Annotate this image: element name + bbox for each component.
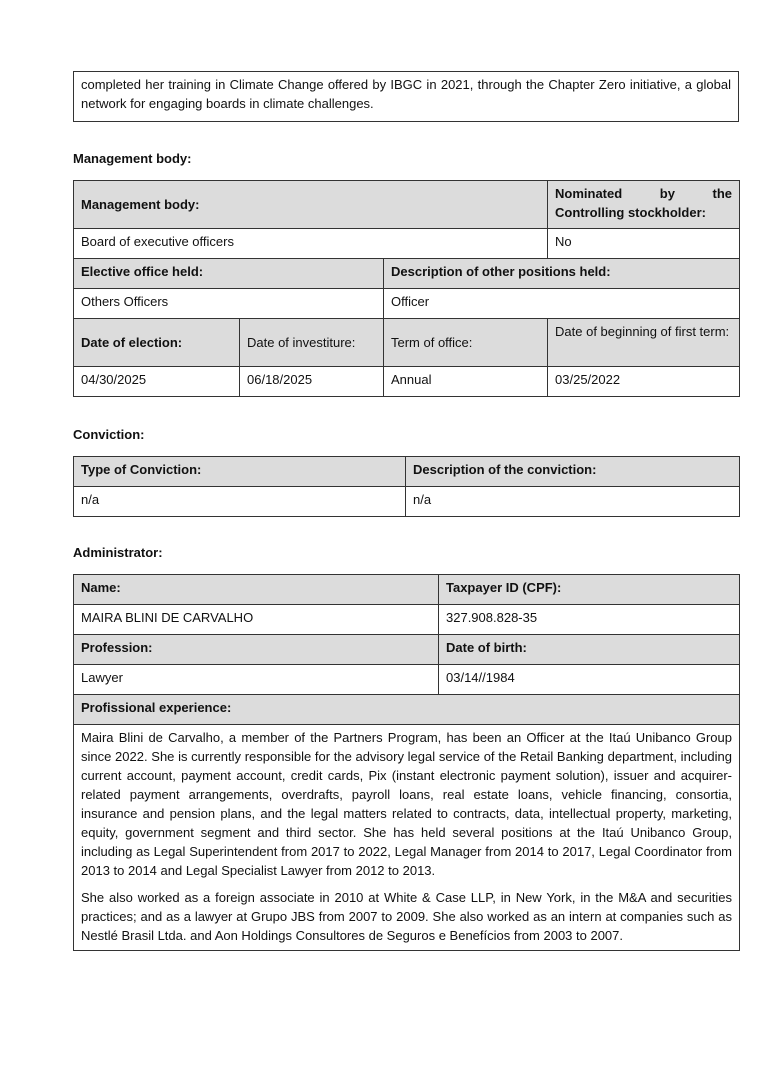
conviction-table: [73, 456, 739, 517]
date-of-investiture-value: 06/18/2025: [240, 367, 384, 397]
name-header: Name:: [74, 575, 439, 605]
administrator-table: [73, 574, 739, 951]
administrator-section-title: Administrator:: [73, 545, 163, 560]
experience-paragraph-1: Maira Blini de Carvalho, a member of the Partners Program, has been an Officer at the Itaú Unibanco Group since 2022. She is currently responsible for the advisory legal service of the Retail Banking department, including current account, payment account, credit cards, Pix (instant electronic payment solution), issuer and acquirer-related payment arrangements, overdrafts, payroll loans, real estate loans, vehicle financing, consortia, insurance and pension plans, and the legal matters related to contracts, data, intellectual property, marketing, equity, government segment and third sector. She has held several positions at the Itaú Unibanco Group, including as Legal Superintendent from 2017 to 2022, Legal Manager from 2014 to 2017, Legal Coordinator from 2013 to 2014 and Legal Specialist Lawyer from 2012 to 2013.: [81, 730, 732, 878]
conviction-description-header: Description of the conviction:: [406, 457, 740, 487]
other-positions-header: Description of other positions held:: [384, 259, 740, 289]
term-of-office-value: Annual: [384, 367, 548, 397]
conviction-type-header: Type of Conviction:: [74, 457, 406, 487]
management-body-header: Management body:: [74, 181, 548, 229]
conviction-type-value: n/a: [74, 487, 406, 517]
management-table: [73, 180, 739, 397]
nominated-value: No: [548, 229, 740, 259]
elective-office-value: Others Officers: [74, 289, 384, 319]
experience-paragraph-2: She also worked as a foreign associate in 2010 at White & Case LLP, in New York, in the M&A and securities practices; and as a lawyer at Grupo JBS from 2007 to 2009. She also worked as an intern at companies such as Nestlé Brasil Ltda. and Aon Holdings Consultores de Seguros e Benefícios from 2003 to 2007.: [81, 890, 732, 943]
date-of-investiture-header: Date of investiture:: [240, 319, 384, 367]
taxpayer-id-value: 327.908.828-35: [439, 605, 740, 635]
management-body-value: Board of executive officers: [74, 229, 548, 259]
profession-value: Lawyer: [74, 665, 439, 695]
management-section-title: Management body:: [73, 151, 192, 166]
first-term-value: 03/25/2022: [548, 367, 740, 397]
conviction-description-value: n/a: [406, 487, 740, 517]
date-of-election-header: Date of election:: [74, 319, 240, 367]
professional-experience-header: Profissional experience:: [74, 695, 740, 725]
taxpayer-id-header: Taxpayer ID (CPF):: [439, 575, 740, 605]
profession-header: Profession:: [74, 635, 439, 665]
date-of-election-value: 04/30/2025: [74, 367, 240, 397]
elective-office-header: Elective office held:: [74, 259, 384, 289]
conviction-section-title: Conviction:: [73, 427, 145, 442]
name-value: MAIRA BLINI DE CARVALHO: [74, 605, 439, 635]
intro-box: [73, 71, 739, 122]
first-term-header: Date of beginning of first term:: [548, 319, 740, 367]
intro-text: completed her training in Climate Change offered by IBGC in 2021, through the Chapter Zero initiative, a global network for engaging boards in climate challenges.: [81, 77, 731, 111]
date-of-birth-header: Date of birth:: [439, 635, 740, 665]
date-of-birth-value: 03/14//1984: [439, 665, 740, 695]
nominated-header: Nominated by the Controlling stockholder:: [548, 181, 740, 229]
term-of-office-header: Term of office:: [384, 319, 548, 367]
professional-experience-body: [74, 725, 740, 951]
other-positions-value: Officer: [384, 289, 740, 319]
